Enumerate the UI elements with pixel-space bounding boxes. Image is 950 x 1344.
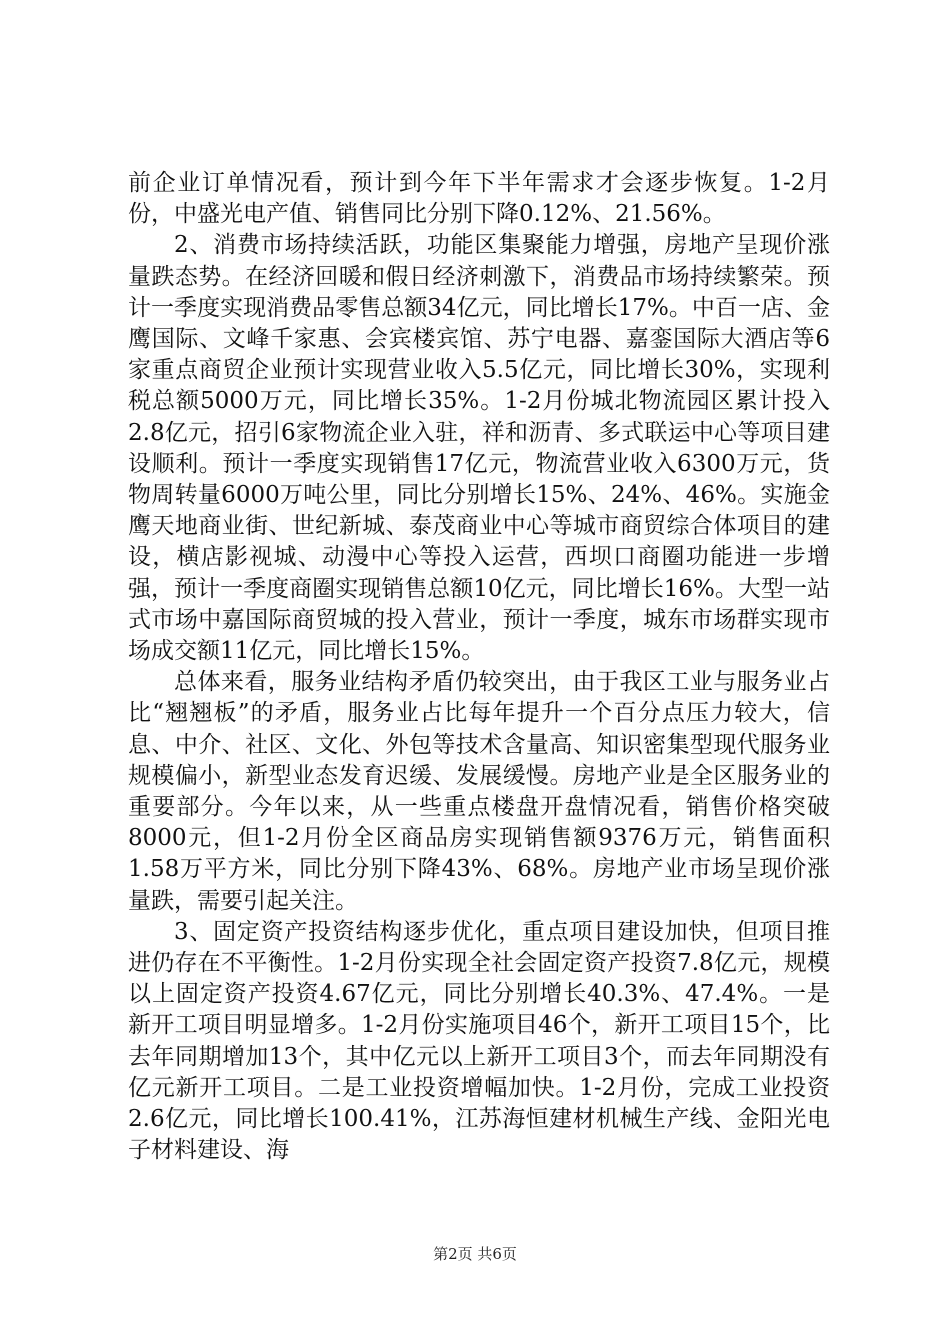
paragraph-4: 3、固定资产投资结构逐步优化，重点项目建设加快，但项目推进仍存在不平衡性。1-2月份实现全社会固定资产投资7.8亿元，规模以上固定资产投资4.67亿元，同比分别增长40.3%、47.4%。一是新开工项目明显增多。1-2月份实施项目46个，新开工项目15个，比去年同期增加13个，其中亿元以上新开工项目3个，而去年同期没有亿元新开工项目。二是工业投资增幅加快。1-2月份，完成工业投资2.6亿元，同比增长100.41%，江苏海恒建材机械生产线、金阳光电子材料建设、海	[128, 918, 830, 1164]
document-body	[128, 168, 830, 1167]
paragraph-1: 前企业订单情况看，预计到今年下半年需求才会逐步恢复。1-2月份，中盛光电产值、销售同比分别下降0.12%、21.56%。	[128, 170, 830, 228]
page-footer: 第2页 共6页	[433, 1245, 517, 1263]
paragraph-2: 2、消费市场持续活跃，功能区集聚能力增强，房地产呈现价涨量跌态势。在经济回暖和假日经济刺激下，消费品市场持续繁荣。预计一季度实现消费品零售总额34亿元，同比增长17%。中百一店、金鹰国际、文峰千家惠、会宾楼宾馆、苏宁电器、嘉銮国际大酒店等6家重点商贸企业预计实现营业收入5.5亿元，同比增长30%，实现利税总额5000万元，同比增长35%。1-2月份城北物流园区累计投入2.8亿元，招引6家物流企业入驻，祥和沥青、多式联运中心等项目建设顺利。预计一季度实现销售17亿元，物流营业收入6300万元，货物周转量6000万吨公里，同比分别增长15%、24%、46%。实施金鹰天地商业街、世纪新城、泰茂商业中心等城市商贸综合体项目的建设，横店影视城、动漫中心等投入运营，西坝口商圈功能进一步增强，预计一季度商圈实现销售总额10亿元，同比增长16%。大型一站式市场中嘉国际商贸城的投入营业，预计一季度，城东市场群实现市场成交额11亿元，同比增长15%。	[128, 232, 830, 665]
paragraph-3: 总体来看，服务业结构矛盾仍较突出，由于我区工业与服务业占比“翘翘板”的矛盾，服务业占比每年提升一个百分点压力较大，信息、中介、社区、文化、外包等技术含量高、知识密集型现代服务业规模偏小，新型业态发育迟缓、发展缓慢。房地产业是全区服务业的重要部分。今年以来，从一些重点楼盘开盘情况看，销售价格突破8000元，但1-2月份全区商品房实现销售额9376万元，销售面积1.58万平方米，同比分别下降43%、68%。房地产业市场呈现价涨量跌，需要引起关注。	[128, 669, 830, 914]
